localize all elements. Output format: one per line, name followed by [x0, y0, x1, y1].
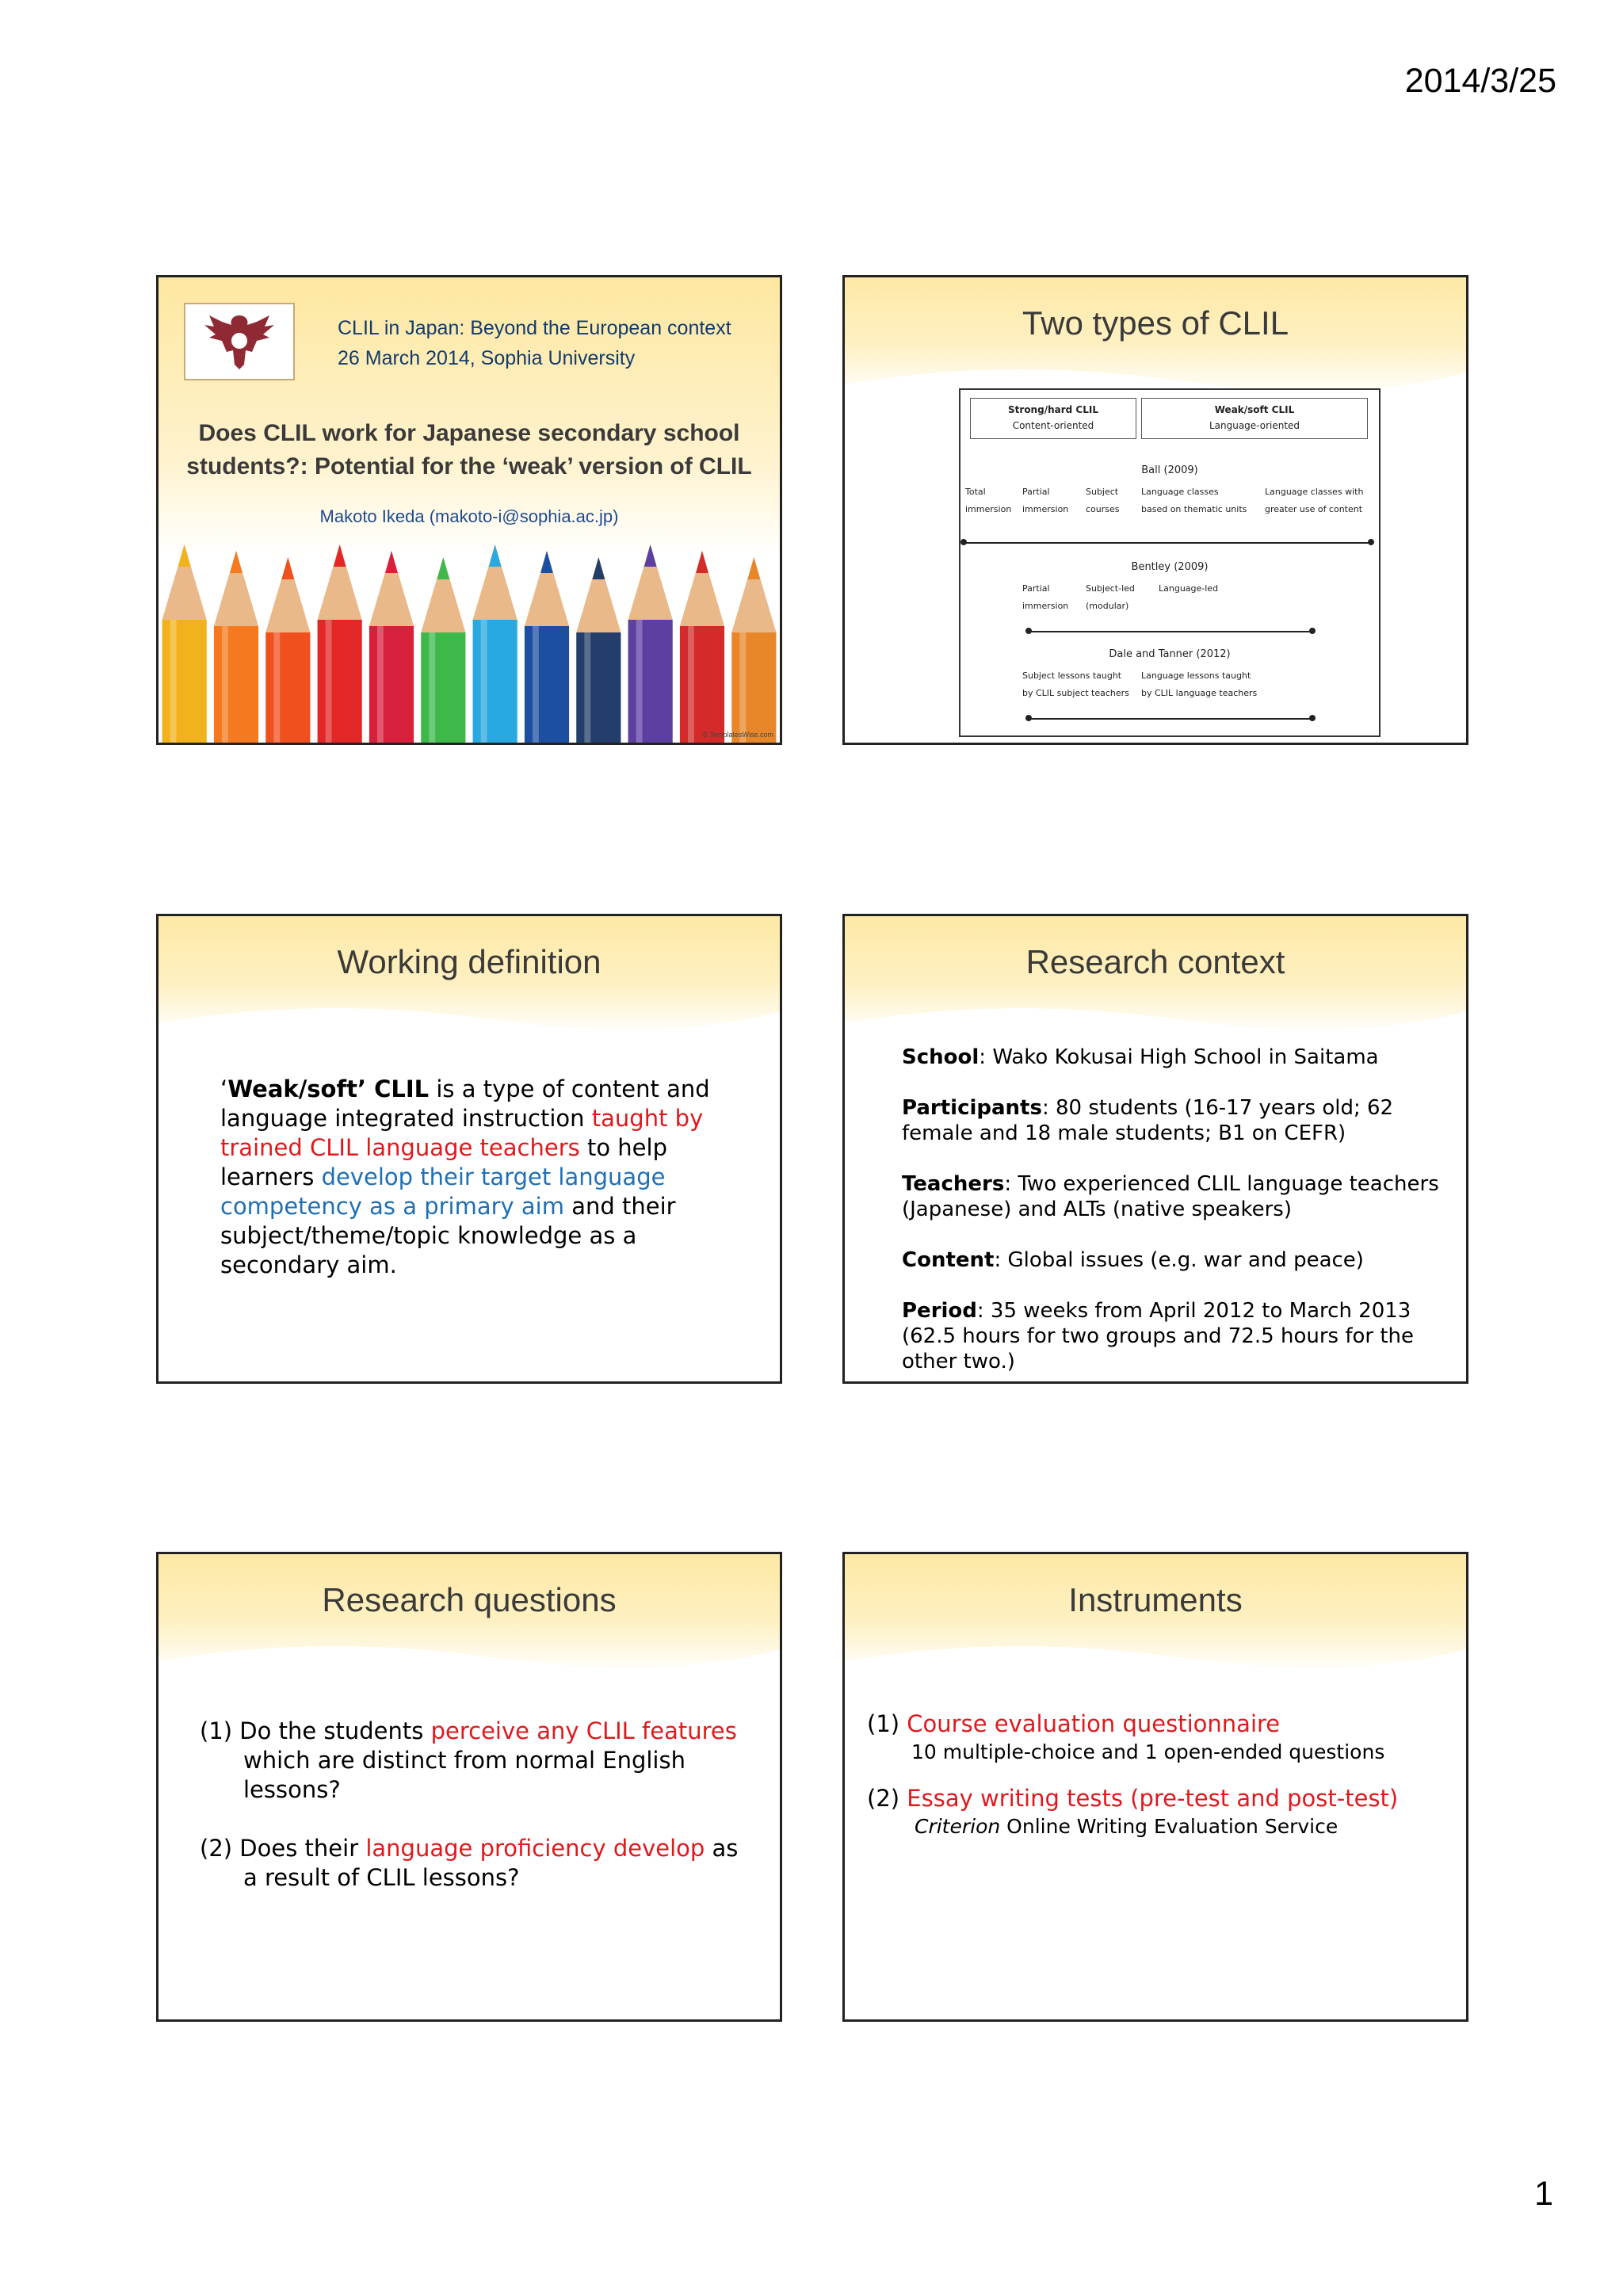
- axis-dot: [1368, 539, 1374, 545]
- bentley-label-3: Language-led: [1159, 583, 1219, 594]
- bentley-label-1: Partial immersion: [1022, 583, 1069, 611]
- axis-dot: [1309, 715, 1316, 721]
- highlight-red: Essay writing tests (pre-test and post-test): [907, 1785, 1399, 1812]
- pencil: [162, 544, 207, 743]
- dale-label-1: Subject lessons taught by CLIL subject teachers: [1022, 670, 1129, 698]
- slide-title: Two types of CLIL: [1022, 304, 1289, 342]
- pencil: [731, 557, 776, 743]
- quote-mark: ‘: [220, 1075, 228, 1102]
- question-text: as a result of CLIL lessons?: [243, 1835, 739, 1891]
- event-name: CLIL in Japan: Beyond the European context: [338, 317, 731, 339]
- instrument-detail-text: Online Writing Evaluation Service: [1000, 1815, 1338, 1838]
- highlight-red: Course evaluation questionnaire: [907, 1710, 1281, 1737]
- box-subheading: Language-oriented: [1209, 420, 1300, 431]
- slide-title: Working definition: [337, 943, 601, 980]
- page-date: 2014/3/25: [1404, 62, 1556, 100]
- context-item: [902, 1045, 1449, 1070]
- box-heading: Strong/hard CLIL: [1008, 404, 1098, 415]
- pencil: [473, 544, 517, 743]
- pencil: [265, 557, 310, 743]
- ball-label-1: Total immersion: [965, 487, 1012, 514]
- event-info: [338, 313, 731, 373]
- pencil: [576, 557, 621, 743]
- axis-dot: [1025, 715, 1032, 721]
- slide-title: Instruments: [1068, 1581, 1243, 1618]
- context-text: : Wako Kokusai High School in Saitama: [979, 1045, 1379, 1069]
- pencil: [680, 551, 724, 743]
- bentley-heading: Bentley (2009): [1131, 561, 1209, 573]
- question-text: Do the students: [239, 1717, 431, 1744]
- presentation-title: [158, 417, 780, 483]
- definition-part: and their subject/theme/topic knowledge as a secondary aim.: [220, 1193, 676, 1278]
- instrument-number: (2): [867, 1785, 907, 1812]
- highlight-red: perceive any CLIL features: [430, 1717, 737, 1744]
- context-label: School: [902, 1045, 980, 1069]
- slide-research-context: [842, 914, 1468, 1384]
- slide-title: Research context: [1025, 943, 1285, 980]
- dale-label-2: Language lessons taught by CLIL language teachers: [1141, 670, 1258, 698]
- pencil: [525, 551, 569, 743]
- context-label: Content: [902, 1248, 995, 1272]
- pencil: [369, 551, 414, 743]
- question-1: [200, 1717, 754, 1805]
- ball-axis-line: [964, 542, 1373, 544]
- title-line-1: Does CLIL work for Japanese secondary school: [198, 420, 740, 446]
- instruments-list: [867, 1710, 1461, 1839]
- definition-part: to help learners: [220, 1134, 667, 1190]
- context-list: [902, 1045, 1449, 1374]
- clil-continuum-diagram: [959, 388, 1381, 737]
- question-2: [200, 1834, 754, 1893]
- colored-pencils-image: [158, 537, 780, 743]
- instrument-number: (1): [867, 1710, 907, 1737]
- ball-label-3: Subject courses: [1086, 487, 1120, 514]
- question-number: (2): [200, 1835, 240, 1862]
- context-text: : Global issues (e.g. war and peace): [994, 1248, 1364, 1272]
- ball-label-2: Partial immersion: [1022, 487, 1069, 514]
- question-number: (1): [200, 1717, 240, 1744]
- ball-label-4: Language classes based on thematic units: [1141, 487, 1247, 514]
- box-heading: Weak/soft CLIL: [1214, 404, 1295, 415]
- axis-dot: [1025, 628, 1032, 634]
- instrument-1: [867, 1710, 1461, 1739]
- pencil: [628, 544, 673, 743]
- definition-part: is a type of content and language integrated instruction: [220, 1075, 710, 1132]
- context-item: [902, 1247, 1449, 1273]
- page-number: 1: [1534, 2175, 1553, 2213]
- author: Makoto Ikeda (makoto-i@sophia.ac.jp): [319, 506, 619, 526]
- highlight-blue: develop their target language competency as a primary aim: [220, 1163, 666, 1220]
- title-line-2: students?: Potential for the ‘weak’ version of CLIL: [186, 453, 752, 479]
- context-text: : 35 weeks from April 2012 to March 2013 (62.5 hours for two groups and 72.5 hours for the other two.): [902, 1299, 1415, 1373]
- highlight-red: language proficiency develop: [365, 1835, 705, 1862]
- questions-list: [200, 1717, 754, 1893]
- axis-dot: [1309, 628, 1316, 634]
- highlight-red: taught by trained CLIL language teachers: [220, 1105, 704, 1161]
- weak-clil-box: [1141, 398, 1368, 439]
- box-subheading: Content-oriented: [1012, 420, 1094, 431]
- question-text: Does their: [239, 1835, 366, 1862]
- slide-working-definition: [156, 914, 782, 1384]
- slide-title: Research questions: [322, 1581, 617, 1618]
- context-label: Participants: [902, 1096, 1042, 1120]
- dale-tanner-heading: Dale and Tanner (2012): [1109, 648, 1231, 660]
- slide-research-questions: [156, 1552, 782, 2022]
- context-item: [902, 1298, 1449, 1374]
- context-item: [902, 1171, 1449, 1222]
- pencil: [421, 557, 465, 743]
- instrument-1-detail: 10 multiple-choice and 1 open-ended questions: [911, 1740, 1385, 1763]
- bentley-axis-line: [1029, 631, 1314, 632]
- pencil: [318, 544, 362, 743]
- context-text: : Two experienced CLIL language teachers (Japanese) and ALTs (native speakers): [902, 1172, 1439, 1221]
- pencil: [214, 551, 258, 743]
- bentley-label-2: Subject-led (modular): [1086, 583, 1135, 611]
- dale-axis-line: [1029, 718, 1314, 720]
- university-crest: [184, 303, 295, 380]
- question-text: which are distinct from normal English lessons?: [243, 1747, 685, 1803]
- ball-label-5: Language classes with greater use of content: [1265, 487, 1364, 514]
- instrument-2: [867, 1784, 1461, 1813]
- slide-instruments: [842, 1552, 1468, 2022]
- strong-clil-box: [970, 398, 1136, 439]
- axis-dot: [960, 539, 967, 545]
- definition-text: [220, 1075, 727, 1280]
- instrument-2-detail: [867, 1813, 1461, 1839]
- defined-term: Weak/soft’ CLIL: [227, 1075, 430, 1102]
- image-credit: © TemplatesWise.com: [702, 731, 773, 739]
- context-label: Teachers: [902, 1172, 1005, 1196]
- slide-title-page: [156, 275, 782, 745]
- slide-two-types: [842, 275, 1468, 745]
- criterion-name: Criterion: [915, 1815, 1001, 1838]
- context-text: : 80 students (16-17 years old; 62 female and 18 male students; B1 on CEFR): [902, 1096, 1394, 1145]
- context-item: [902, 1095, 1449, 1146]
- ball-heading: Ball (2009): [1141, 464, 1198, 476]
- context-label: Period: [902, 1299, 977, 1323]
- event-date-venue: 26 March 2014, Sophia University: [338, 347, 636, 369]
